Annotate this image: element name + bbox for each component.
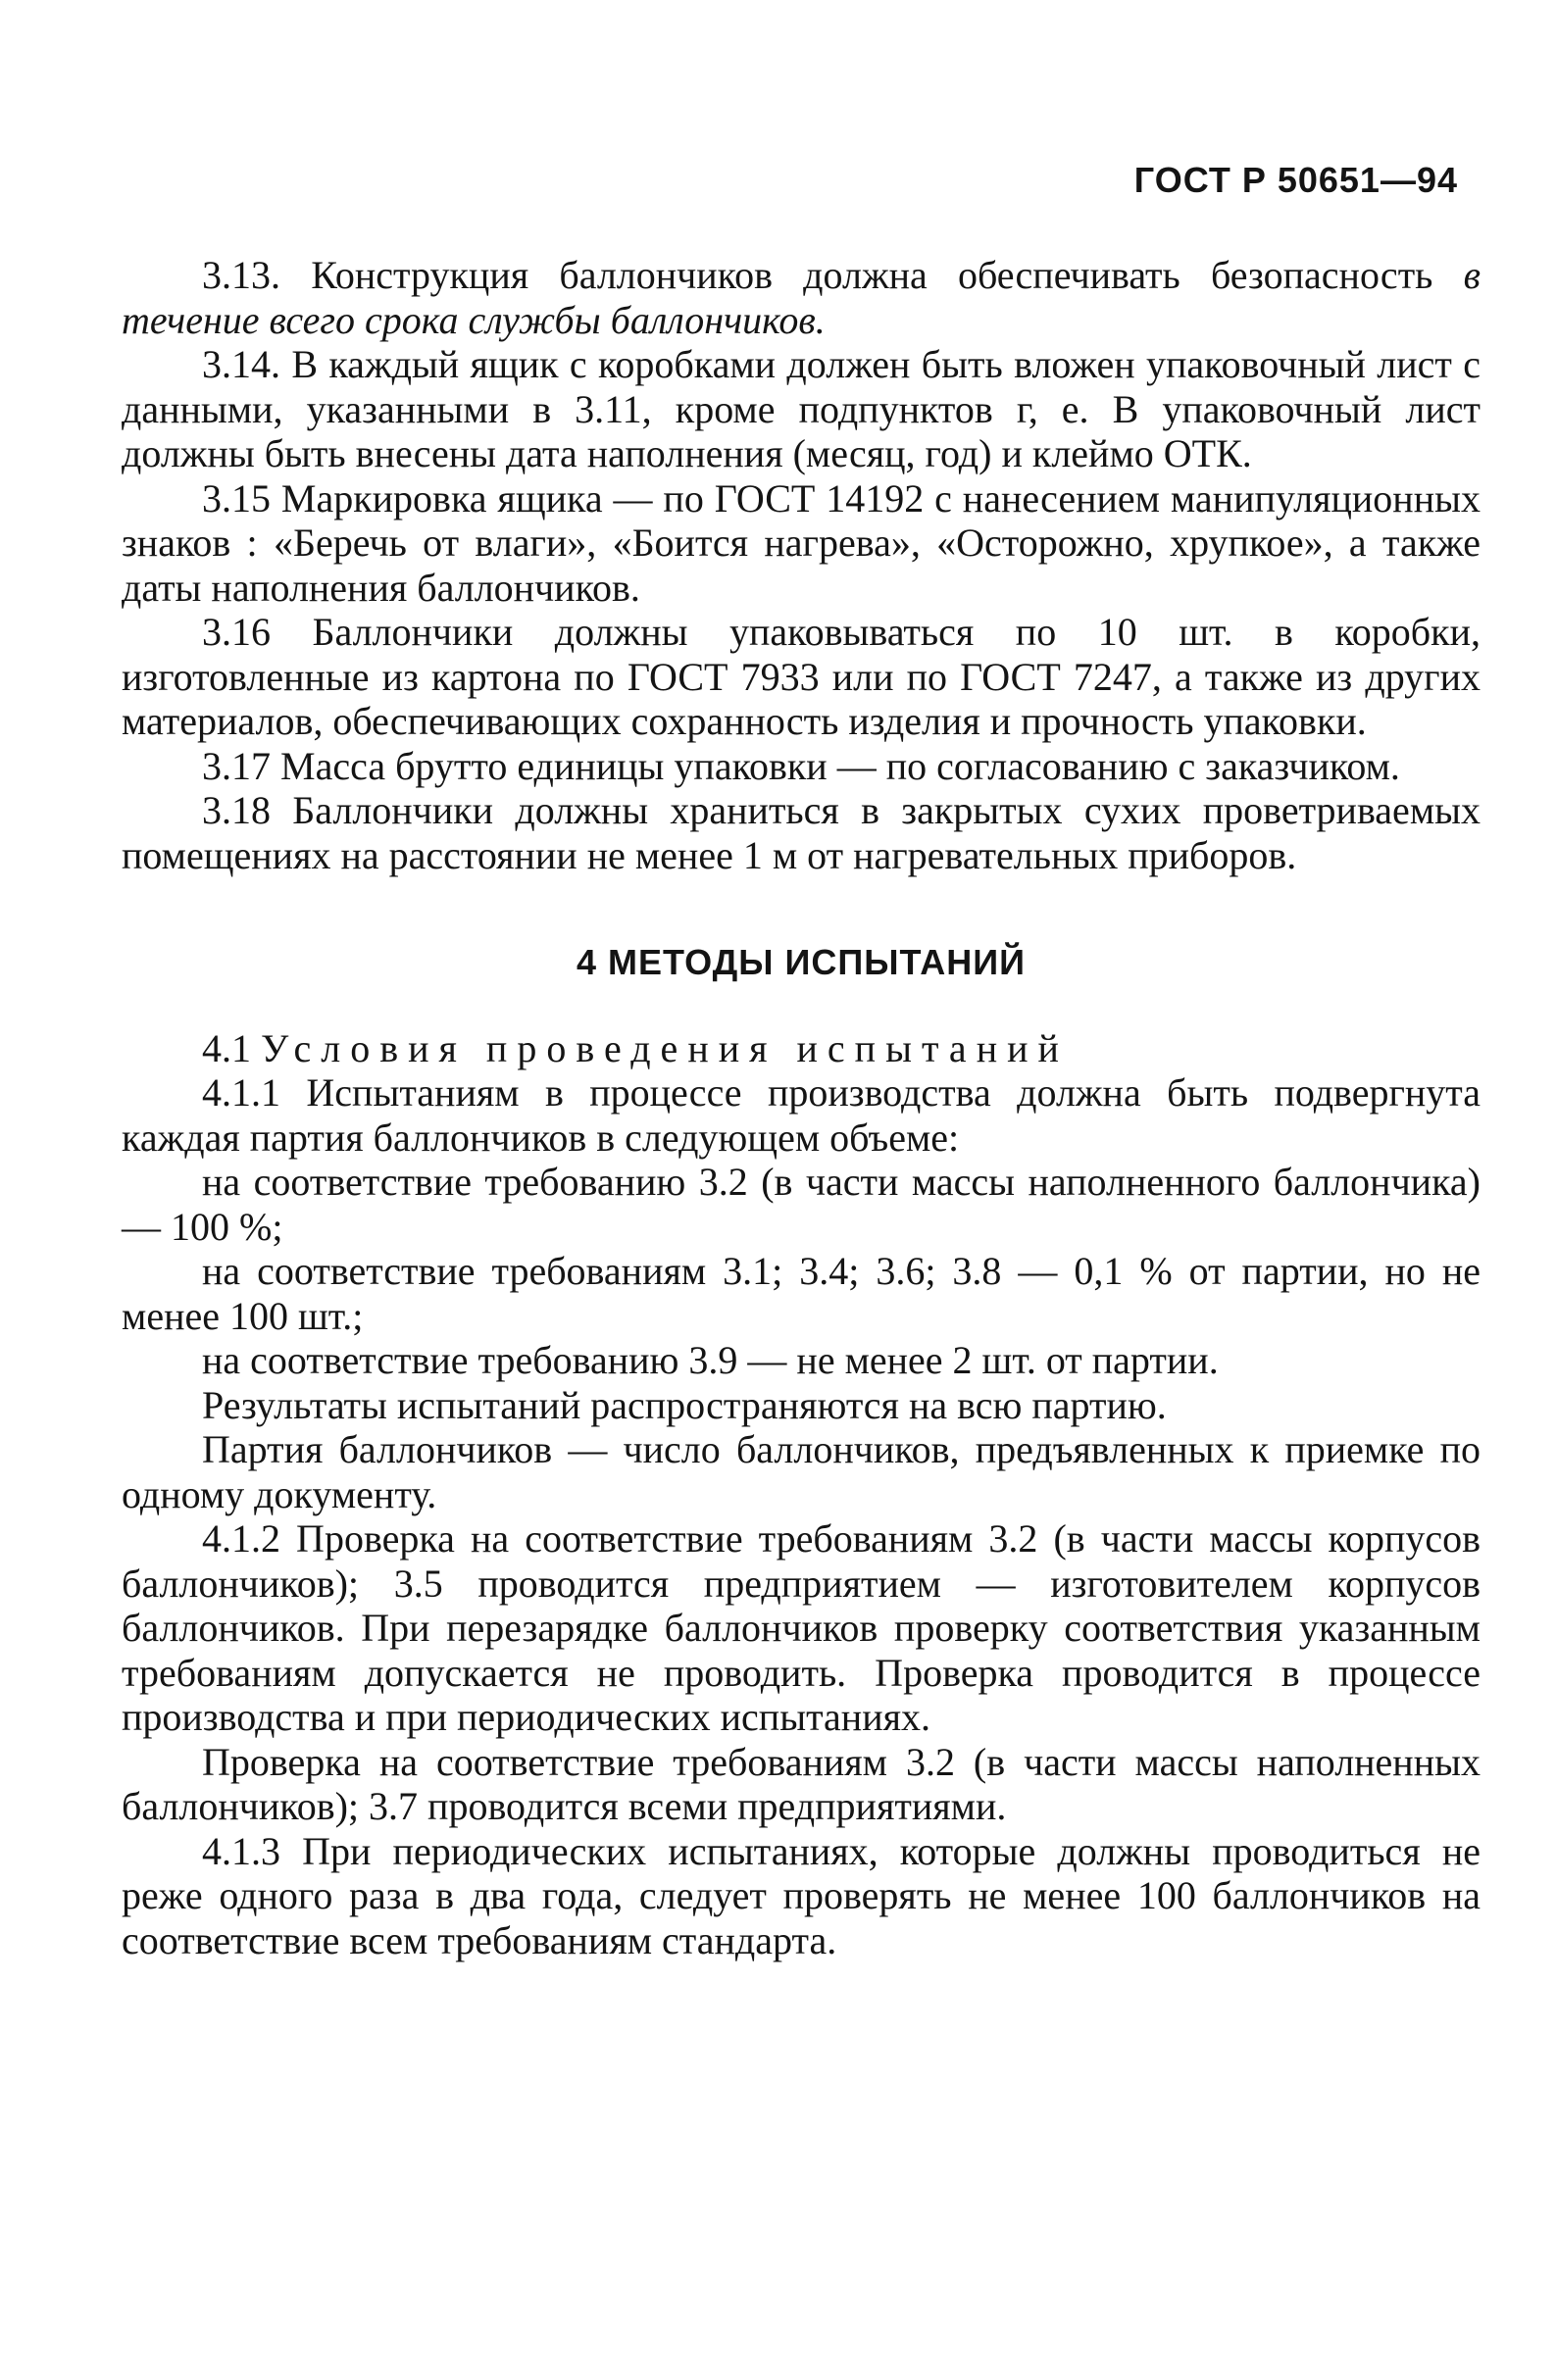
paragraph-4-1-2: 4.1.2 Проверка на соответствие требованиям 3.2 (в части массы корпусов баллончиков); 3.5 проводится предприятием — изготовителем корпусов баллончиков. При перезарядке баллончиков проверку соответствия указанным требованиям допускается не проводить. Проверка проводится в процессе производства и при периодических испытаниях. <box>122 1516 1481 1739</box>
paragraph-batch-definition: Партия баллончиков — число баллончиков, предъявленных к приемке по одному документу. <box>122 1427 1481 1516</box>
paragraph-3-13 <box>122 253 1481 342</box>
paragraph-text: Конструкция баллончиков должна обеспечивать безопасность <box>280 253 1464 297</box>
list-item-requirements-3-1: на соответствие требованиям 3.1; 3.4; 3.6; 3.8 — 0,1 % от партии, но не менее 100 шт.; <box>122 1249 1481 1338</box>
document-code-header: ГОСТ Р 50651—94 <box>1133 160 1458 200</box>
paragraph-3-18: 3.18 Баллончики должны храниться в закрытых сухих проветриваемых помещениях на расстоянии не менее 1 м от нагревательных приборов. <box>122 788 1481 877</box>
paragraph-4-1-1: 4.1.1 Испытаниям в процессе производства должна быть подвергнута каждая партия баллончиков в следующем объеме: <box>122 1070 1481 1160</box>
list-item-requirement-3-9: на соответствие требованию 3.9 — не менее 2 шт. от партии. <box>202 1338 1219 1382</box>
paragraph-italic-text: в течение всего срока службы баллончиков. <box>122 253 1481 342</box>
paragraph-3-16: 3.16 Баллончики должны упаковываться по 10 шт. в коробки, изготовленные из картона по ГОСТ 7933 или по ГОСТ 7247, а также из других материалов, обеспечивающих сохранность изделия и прочность упаковки. <box>122 610 1481 743</box>
paragraph-3-15: 3.15 Маркировка ящика — по ГОСТ 14192 с нанесением манипуляционных знаков : «Беречь от влаги», «Боится нагрева», «Осторожно, хрупкое», а также даты наполнения баллончиков. <box>122 475 1481 610</box>
paragraph-number: 3.13. <box>202 253 280 297</box>
document-body <box>122 253 1481 1962</box>
paragraph-3-17: 3.17 Масса брутто единицы упаковки — по согласованию с заказчиком. <box>202 743 1400 788</box>
subsection-number: 4.1 <box>202 1025 251 1070</box>
paragraph-check-filled: Проверка на соответствие требованиям 3.2 (в части массы наполненных баллончиков); 3.7 проводится всеми предприятиями. <box>122 1739 1481 1828</box>
paragraph-results: Результаты испытаний распространяются на всю партию. <box>202 1382 1167 1427</box>
subsection-title: Условия проведения испытаний <box>261 1025 1069 1070</box>
list-item-requirement-3-2: на соответствие требованию 3.2 (в части массы наполненного баллончика) — 100 %; <box>122 1160 1481 1249</box>
paragraph-4-1-3: 4.1.3 При периодических испытаниях, которые должны проводиться не реже одного раза в два года, следует проверять не менее 100 баллончиков на соответствие всем требованиям стандарта. <box>122 1828 1481 1962</box>
paragraph-3-14: 3.14. В каждый ящик с коробками должен быть вложен упаковочный лист с данными, указанными в 3.11, кроме подпунктов г, е. В упаковочный лист должны быть внесены дата наполнения (месяц, год) и клеймо ОТК. <box>122 342 1481 475</box>
section-title: 4 МЕТОДЫ ИСПЫТАНИЙ <box>577 942 1026 982</box>
subsection-heading <box>122 1026 1481 1071</box>
